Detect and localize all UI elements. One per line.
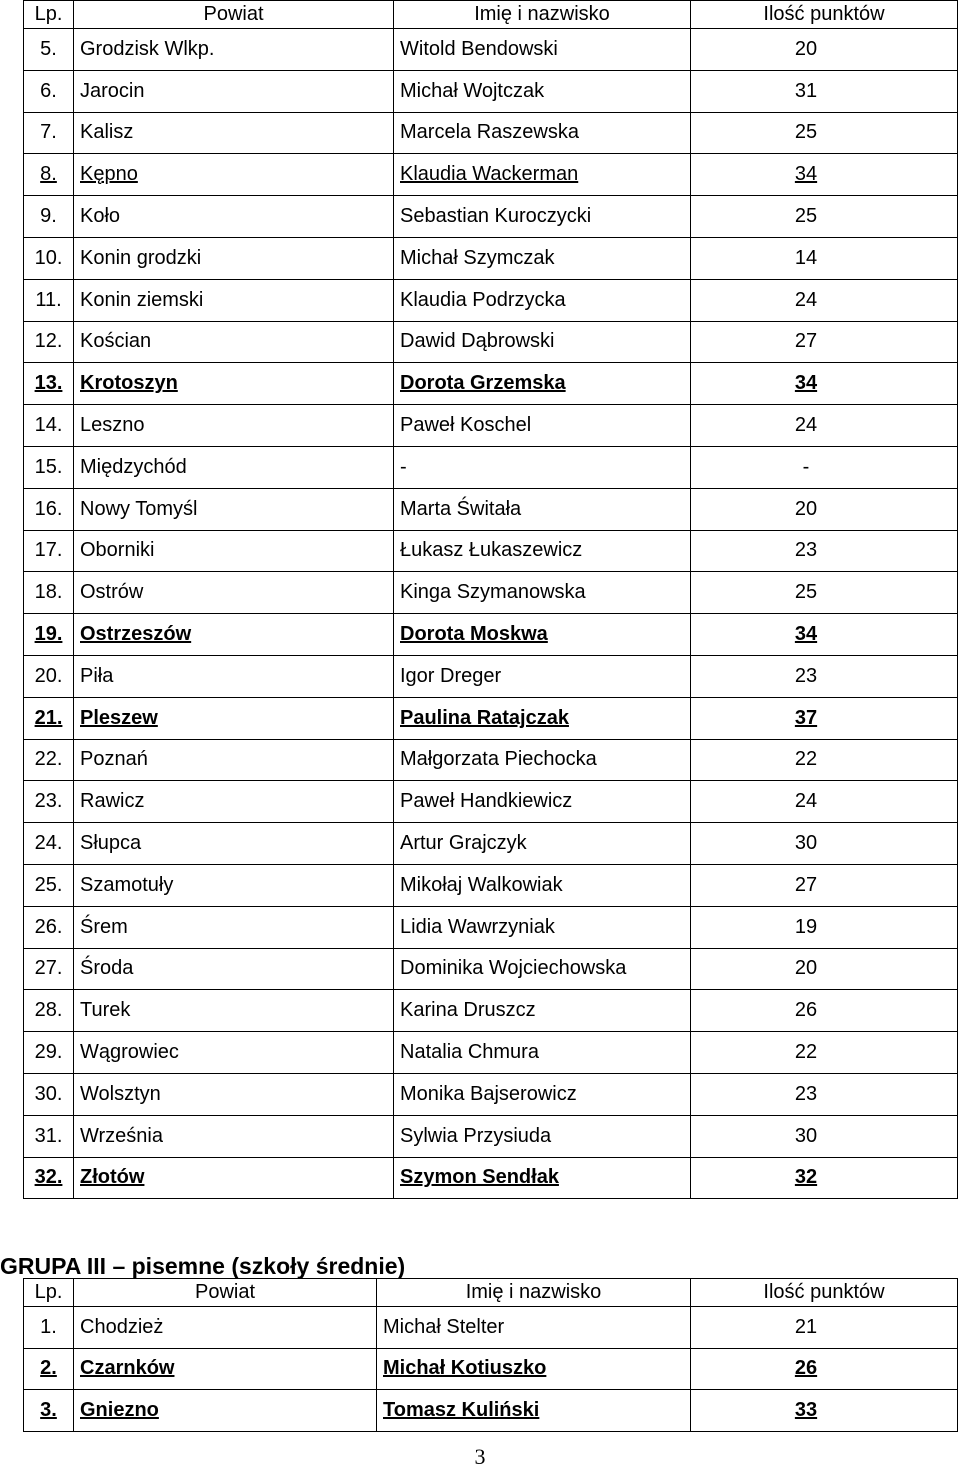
table-row — [24, 196, 958, 238]
table-row — [24, 488, 958, 530]
cell-powiat: Kępno — [74, 154, 394, 196]
cell-lp: 1. — [24, 1307, 74, 1349]
cell-name: - — [394, 446, 691, 488]
table-row — [24, 1032, 958, 1074]
cell-powiat: Rawicz — [74, 781, 394, 823]
cell-lp: 23. — [24, 781, 74, 823]
cell-points: 21 — [691, 1307, 958, 1349]
cell-name: Michał Wojtczak — [394, 70, 691, 112]
table-row — [24, 572, 958, 614]
cell-points: 24 — [691, 781, 958, 823]
table-row — [24, 154, 958, 196]
cell-points: - — [691, 446, 958, 488]
cell-lp: 30. — [24, 1073, 74, 1115]
cell-powiat: Gniezno — [74, 1390, 377, 1432]
table-header-row — [24, 1, 958, 29]
cell-name: Michał Stelter — [377, 1307, 691, 1349]
cell-name: Marcela Raszewska — [394, 112, 691, 154]
table-row — [24, 906, 958, 948]
cell-name: Klaudia Podrzycka — [394, 279, 691, 321]
cell-name: Artur Grajczyk — [394, 823, 691, 865]
header-name: Imię i nazwisko — [377, 1279, 691, 1307]
table-row — [24, 446, 958, 488]
cell-name: Witold Bendowski — [394, 29, 691, 71]
table-row — [24, 363, 958, 405]
cell-name: Karina Druszcz — [394, 990, 691, 1032]
cell-points: 23 — [691, 530, 958, 572]
cell-powiat: Turek — [74, 990, 394, 1032]
header-points: Ilość punktów — [691, 1279, 958, 1307]
cell-points: 34 — [691, 363, 958, 405]
table-row — [24, 405, 958, 447]
cell-points: 37 — [691, 697, 958, 739]
cell-powiat: Czarnków — [74, 1348, 377, 1390]
cell-points: 23 — [691, 1073, 958, 1115]
cell-powiat: Chodzież — [74, 1307, 377, 1349]
results-table-group-2 — [23, 0, 958, 1199]
table-row — [24, 739, 958, 781]
cell-lp: 16. — [24, 488, 74, 530]
table-row — [24, 1307, 958, 1349]
cell-points: 20 — [691, 488, 958, 530]
cell-points: 30 — [691, 823, 958, 865]
cell-powiat: Złotów — [74, 1157, 394, 1199]
page-number: 3 — [474, 1444, 486, 1469]
cell-name: Igor Dreger — [394, 655, 691, 697]
cell-lp: 28. — [24, 990, 74, 1032]
cell-lp: 5. — [24, 29, 74, 71]
table-header-row — [24, 1279, 958, 1307]
cell-powiat: Oborniki — [74, 530, 394, 572]
table-row — [24, 321, 958, 363]
cell-points: 20 — [691, 29, 958, 71]
cell-points: 30 — [691, 1115, 958, 1157]
cell-powiat: Słupca — [74, 823, 394, 865]
cell-points: 27 — [691, 864, 958, 906]
cell-powiat: Krotoszyn — [74, 363, 394, 405]
cell-lp: 7. — [24, 112, 74, 154]
cell-name: Sebastian Kuroczycki — [394, 196, 691, 238]
header-name: Imię i nazwisko — [394, 1, 691, 29]
cell-powiat: Konin ziemski — [74, 279, 394, 321]
cell-name: Małgorzata Piechocka — [394, 739, 691, 781]
cell-points: 34 — [691, 614, 958, 656]
cell-points: 26 — [691, 1348, 958, 1390]
cell-name: Michał Kotiuszko — [377, 1348, 691, 1390]
table-row — [24, 697, 958, 739]
cell-name: Lidia Wawrzyniak — [394, 906, 691, 948]
cell-lp: 19. — [24, 614, 74, 656]
cell-powiat: Śrem — [74, 906, 394, 948]
cell-name: Mikołaj Walkowiak — [394, 864, 691, 906]
table-row — [24, 530, 958, 572]
cell-lp: 17. — [24, 530, 74, 572]
cell-points: 22 — [691, 739, 958, 781]
cell-lp: 18. — [24, 572, 74, 614]
cell-name: Paweł Koschel — [394, 405, 691, 447]
table-row — [24, 1348, 958, 1390]
cell-lp: 31. — [24, 1115, 74, 1157]
header-lp: Lp. — [24, 1279, 74, 1307]
cell-lp: 2. — [24, 1348, 74, 1390]
cell-name: Monika Bajserowicz — [394, 1073, 691, 1115]
table-row — [24, 614, 958, 656]
cell-name: Michał Szymczak — [394, 237, 691, 279]
header-lp: Lp. — [24, 1, 74, 29]
cell-points: 25 — [691, 196, 958, 238]
cell-name: Dorota Grzemska — [394, 363, 691, 405]
cell-name: Dawid Dąbrowski — [394, 321, 691, 363]
cell-name: Tomasz Kuliński — [377, 1390, 691, 1432]
cell-lp: 11. — [24, 279, 74, 321]
cell-powiat: Szamotuły — [74, 864, 394, 906]
cell-name: Dorota Moskwa — [394, 614, 691, 656]
table-row — [24, 990, 958, 1032]
cell-points: 24 — [691, 279, 958, 321]
header-powiat: Powiat — [74, 1279, 377, 1307]
cell-lp: 13. — [24, 363, 74, 405]
cell-lp: 3. — [24, 1390, 74, 1432]
table-row — [24, 655, 958, 697]
cell-points: 34 — [691, 154, 958, 196]
cell-lp: 8. — [24, 154, 74, 196]
table-row — [24, 237, 958, 279]
cell-points: 19 — [691, 906, 958, 948]
cell-powiat: Ostrzeszów — [74, 614, 394, 656]
cell-powiat: Piła — [74, 655, 394, 697]
cell-points: 23 — [691, 655, 958, 697]
cell-lp: 12. — [24, 321, 74, 363]
cell-name: Łukasz Łukaszewicz — [394, 530, 691, 572]
cell-points: 14 — [691, 237, 958, 279]
cell-powiat: Pleszew — [74, 697, 394, 739]
section-heading: GRUPA III – pisemne (szkoły średnie) — [0, 1253, 406, 1279]
table-row — [24, 781, 958, 823]
cell-powiat: Jarocin — [74, 70, 394, 112]
cell-points: 25 — [691, 112, 958, 154]
cell-lp: 24. — [24, 823, 74, 865]
cell-powiat: Kościan — [74, 321, 394, 363]
cell-points: 20 — [691, 948, 958, 990]
table-row — [24, 1390, 958, 1432]
results-table-group-3 — [23, 1278, 958, 1432]
table-row — [24, 1073, 958, 1115]
cell-powiat: Międzychód — [74, 446, 394, 488]
cell-points: 26 — [691, 990, 958, 1032]
cell-lp: 6. — [24, 70, 74, 112]
cell-powiat: Ostrów — [74, 572, 394, 614]
cell-lp: 32. — [24, 1157, 74, 1199]
cell-powiat: Środa — [74, 948, 394, 990]
cell-powiat: Leszno — [74, 405, 394, 447]
cell-lp: 9. — [24, 196, 74, 238]
cell-lp: 21. — [24, 697, 74, 739]
cell-powiat: Września — [74, 1115, 394, 1157]
header-powiat: Powiat — [74, 1, 394, 29]
cell-powiat: Konin grodzki — [74, 237, 394, 279]
cell-name: Sylwia Przysiuda — [394, 1115, 691, 1157]
table-row — [24, 1115, 958, 1157]
cell-lp: 27. — [24, 948, 74, 990]
cell-powiat: Wolsztyn — [74, 1073, 394, 1115]
cell-lp: 22. — [24, 739, 74, 781]
table-row — [24, 823, 958, 865]
cell-powiat: Poznań — [74, 739, 394, 781]
cell-name: Dominika Wojciechowska — [394, 948, 691, 990]
header-points: Ilość punktów — [691, 1, 958, 29]
cell-points: 24 — [691, 405, 958, 447]
cell-points: 32 — [691, 1157, 958, 1199]
table-row — [24, 948, 958, 990]
cell-points: 27 — [691, 321, 958, 363]
cell-powiat: Kalisz — [74, 112, 394, 154]
cell-points: 25 — [691, 572, 958, 614]
cell-lp: 20. — [24, 655, 74, 697]
cell-name: Paweł Handkiewicz — [394, 781, 691, 823]
table-row — [24, 29, 958, 71]
cell-points: 33 — [691, 1390, 958, 1432]
cell-powiat: Grodzisk Wlkp. — [74, 29, 394, 71]
cell-powiat: Nowy Tomyśl — [74, 488, 394, 530]
cell-name: Kinga Szymanowska — [394, 572, 691, 614]
cell-lp: 25. — [24, 864, 74, 906]
table-row — [24, 864, 958, 906]
cell-name: Szymon Sendłak — [394, 1157, 691, 1199]
cell-name: Marta Świtała — [394, 488, 691, 530]
cell-name: Klaudia Wackerman — [394, 154, 691, 196]
cell-lp: 29. — [24, 1032, 74, 1074]
cell-points: 31 — [691, 70, 958, 112]
cell-points: 22 — [691, 1032, 958, 1074]
cell-lp: 14. — [24, 405, 74, 447]
table-body — [24, 29, 958, 1199]
table-row — [24, 112, 958, 154]
table-row — [24, 279, 958, 321]
cell-name: Natalia Chmura — [394, 1032, 691, 1074]
cell-lp: 10. — [24, 237, 74, 279]
table-row — [24, 1157, 958, 1199]
cell-powiat: Wągrowiec — [74, 1032, 394, 1074]
cell-name: Paulina Ratajczak — [394, 697, 691, 739]
table-body — [24, 1307, 958, 1432]
table-row — [24, 70, 958, 112]
cell-powiat: Koło — [74, 196, 394, 238]
cell-lp: 15. — [24, 446, 74, 488]
cell-lp: 26. — [24, 906, 74, 948]
